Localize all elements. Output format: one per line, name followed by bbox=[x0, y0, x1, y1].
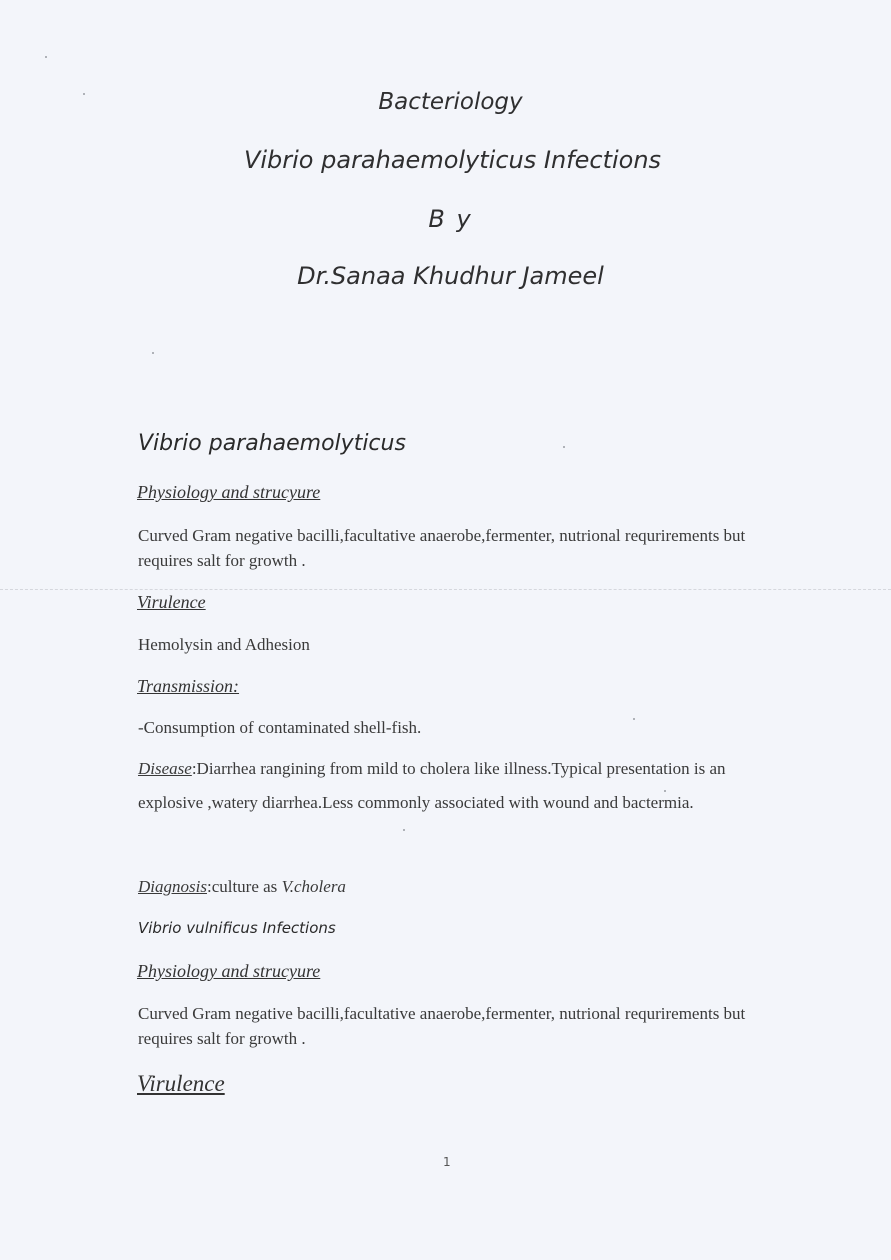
scan-speck bbox=[563, 446, 565, 448]
diagnosis-heading: Diagnosis bbox=[138, 877, 207, 896]
virulence-heading-2: Virulence bbox=[137, 1071, 225, 1096]
scan-speck bbox=[403, 829, 405, 831]
physiology-text-2: Curved Gram negative bacilli,facultative anaerobe,fermenter, nutrional requrirements but requires salt for growth . bbox=[138, 1004, 746, 1048]
document-topic: Vibrio parahaemolyticus Infections bbox=[243, 146, 662, 174]
page-number: 1 bbox=[443, 1155, 451, 1169]
diagnosis-paragraph bbox=[138, 874, 778, 899]
virulence-text: Hemolysin and Adhesion bbox=[138, 635, 310, 654]
physiology-heading: Physiology and strucyure bbox=[137, 482, 321, 502]
diagnosis-organism: V.cholera bbox=[281, 877, 346, 896]
scan-speck bbox=[83, 93, 85, 95]
document-author: Dr.Sanaa Khudhur Jameel bbox=[297, 262, 604, 290]
transmission-heading: Transmission: bbox=[137, 676, 240, 696]
disease-heading: Disease bbox=[138, 759, 192, 778]
scan-speck bbox=[664, 790, 666, 792]
physiology-heading-2: Physiology and strucyure bbox=[137, 961, 321, 981]
physiology-text: Curved Gram negative bacilli,facultative anaerobe,fermenter, nutrional requrirements but requires salt for growth . bbox=[138, 526, 746, 570]
disease-paragraph bbox=[138, 752, 778, 820]
section-title-parahaemolyticus: Vibrio parahaemolyticus bbox=[138, 431, 406, 456]
document-subject: Bacteriology bbox=[378, 89, 523, 115]
document-by: B y bbox=[428, 205, 473, 233]
diagnosis-text: :culture as bbox=[206, 877, 282, 896]
section-title-vulnificus: Vibrio vulnificus Infections bbox=[138, 919, 336, 937]
disease-text: :Diarrhea rangining from mild to cholera like illness.Typical presentation is an explosive ,watery diarrhea.Less commonly associated with wound and bactermia. bbox=[138, 759, 726, 812]
scan-speck bbox=[152, 352, 154, 354]
transmission-text: -Consumption of contaminated shell-fish. bbox=[138, 718, 422, 737]
scan-speck bbox=[633, 718, 635, 720]
scan-divider bbox=[0, 589, 891, 590]
scan-speck bbox=[45, 56, 47, 58]
virulence-heading: Virulence bbox=[137, 592, 206, 612]
